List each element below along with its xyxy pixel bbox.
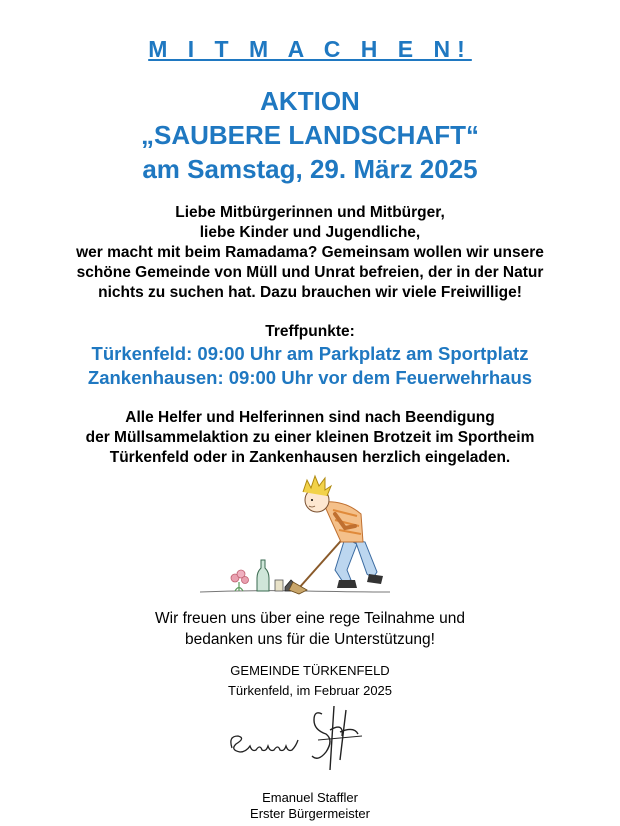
thanks-line: Wir freuen uns über eine rege Teilnahme und [155, 610, 465, 627]
meeting-point-zankenhausen: Zankenhausen: 09:00 Uhr vor dem Feuerwehrhaus [87, 367, 533, 388]
intro-line: schöne Gemeinde von Müll und Unrat befreien, der in der Natur [76, 264, 544, 281]
heading-action: AKTION [260, 86, 360, 116]
meeting-point-tuerkenfeld: Türkenfeld: 09:00 Uhr am Parkplatz am Sportplatz [91, 343, 529, 364]
invitation-line: Türkenfeld oder in Zankenhausen herzlich eingeladen. [109, 449, 511, 466]
signer-role: Erster Bürgermeister [250, 806, 370, 821]
heading-campaign: „SAUBERE LANDSCHAFT“ [141, 120, 479, 150]
invitation-line: Alle Helfer und Helferinnen sind nach Beendigung [125, 409, 495, 426]
signature-image [222, 700, 382, 780]
thanks-text [0, 608, 620, 650]
intro-text [0, 203, 620, 303]
heading-date: am Samstag, 29. März 2025 [142, 154, 478, 184]
municipality-name: GEMEINDE TÜRKENFELD [230, 663, 390, 678]
place-date: Türkenfeld, im Februar 2025 [227, 683, 393, 698]
meeting-points [0, 342, 620, 390]
cleanup-illustration [195, 470, 395, 600]
thanks-line: bedanken uns für die Unterstützung! [185, 631, 435, 648]
invitation-line: der Müllsammelaktion zu einer kleinen Brotzeit im Sportheim [85, 429, 535, 446]
intro-line: liebe Kinder und Jugendliche, [199, 224, 421, 241]
intro-line: nichts zu suchen hat. Dazu brauchen wir viele Freiwillige! [98, 284, 522, 301]
page-title: M I T M A C H E N! [148, 36, 472, 62]
intro-line: Liebe Mitbürgerinnen und Mitbürger, [175, 204, 445, 221]
signer-name: Emanuel Staffler [262, 790, 358, 805]
intro-line: wer macht mit beim Ramadama? Gemeinsam wollen wir unsere [76, 244, 544, 261]
meeting-label: Treffpunkte: [265, 323, 355, 340]
invitation-text [0, 408, 620, 468]
